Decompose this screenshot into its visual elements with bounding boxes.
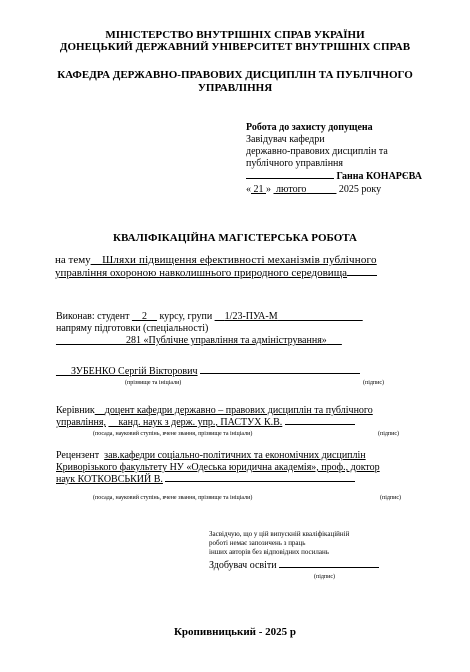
university-title: ДОНЕЦЬКИЙ ДЕРЖАВНИЙ УНІВЕРСИТЕТ ВНУТРІШНІХ СПРАВ (59, 41, 411, 53)
student-block (56, 311, 456, 347)
footer-city-year: Кропивницький - 2025 р (173, 626, 297, 638)
date-month: лютого______ (276, 184, 337, 195)
reviewer-signature-line (165, 481, 355, 482)
approval-line: публічного управління (246, 158, 344, 169)
supervisor-label: Керівник (56, 405, 95, 416)
reviewer-line2: Криворізького факультету НУ «Одеська юридична академія», проф., доктор (56, 462, 380, 473)
caption-signature: (підпис) (363, 380, 385, 386)
head-name: Ганна КОНАРЄВА (336, 171, 422, 182)
department-title-line1: КАФЕДРА ДЕРЖАВНО-ПРАВОВИХ ДИСЦИПЛІН ТА ПУБЛІЧНОГО (57, 69, 413, 81)
supervisor-line2b: __канд. наук з держ. упр., ПАСТУХ К.В. (108, 417, 283, 428)
caption-name: (прізвище та ініціали) (125, 380, 182, 386)
topic-prefix: на тему (55, 254, 91, 266)
supervisor-line2a: управління, (56, 417, 106, 428)
certification-line: інших авторів без відповідних посилань (209, 548, 329, 556)
supervisor-line1: __доцент кафедри державно – правових дисциплін та публічного (94, 405, 373, 416)
certification-line: роботі немає запозичень з праць (209, 539, 306, 547)
certification-signature-line (279, 567, 379, 568)
approval-title: Робота до захисту допущена (246, 122, 373, 133)
approval-line: Завідувач кафедри (246, 134, 325, 145)
caption-rank: (посада, науковий ступінь, вчене звання, прізвище та ініціали) (93, 495, 253, 501)
reviewer-block (56, 450, 456, 486)
caption-rank: (посада, науковий ступінь, вчене звання, прізвище та ініціали) (93, 431, 253, 437)
supervisor-signature-line (285, 424, 355, 425)
topic-block (55, 254, 453, 280)
topic-line2: управління охороною навколишнього природного середовища (55, 267, 348, 279)
student-group: __1/23-ПУА-М_________________ (214, 311, 363, 322)
supervisor-block (56, 405, 456, 429)
work-title: КВАЛІФІКАЦІЙНА МАГІСТЕРСЬКА РОБОТА (113, 232, 357, 244)
head-signature-row (246, 171, 456, 183)
student-signature-line (200, 373, 360, 374)
course-label: курсу, групи (159, 311, 213, 322)
date-year: 2025 року (338, 184, 382, 195)
topic-line1: __Шляхи підвищення ефективності механізмів публічного (90, 254, 377, 266)
signature-line (246, 178, 334, 179)
caption-signature: (підпис) (380, 495, 402, 501)
student-name-row (56, 366, 456, 378)
certification-block (209, 530, 449, 557)
specialty: ______________281 «Публічне управління та адміністрування»___ (56, 335, 342, 346)
student-certification-row (209, 560, 449, 572)
student-course: __2__ (131, 311, 157, 322)
certification-line: Засвідчую, що у цій випускній кваліфікаційній (209, 530, 350, 538)
approval-block (246, 122, 456, 196)
reviewer-line1: зав.кафедри соціально-політичних та економічних дисциплін (104, 450, 366, 461)
approval-date: « 21 » лютого______ 2025 року (246, 184, 382, 195)
underline-fill (347, 275, 377, 276)
reviewer-label: Рецензент (56, 450, 100, 461)
certification-student-label: Здобувач освіти (209, 560, 277, 571)
approval-line: державно-правових дисциплін та (246, 146, 388, 157)
date-day: 21 (253, 184, 264, 195)
caption-signature: (підпис) (314, 574, 336, 580)
ministry-title: МІНІСТЕРСТВО ВНУТРІШНІХ СПРАВ УКРАЇНИ (105, 29, 365, 41)
student-name: ___ЗУБЕНКО Сергій Вікторович (56, 366, 198, 377)
caption-signature: (підпис) (378, 431, 400, 437)
student-prefix: Виконав: студент (56, 311, 130, 322)
reviewer-line3: наук КОТКОВСЬКИЙ В. (56, 474, 163, 485)
department-title-line2: УПРАВЛІННЯ (197, 82, 273, 94)
direction-label: напряму підготовки (спеціальності) (56, 323, 209, 334)
